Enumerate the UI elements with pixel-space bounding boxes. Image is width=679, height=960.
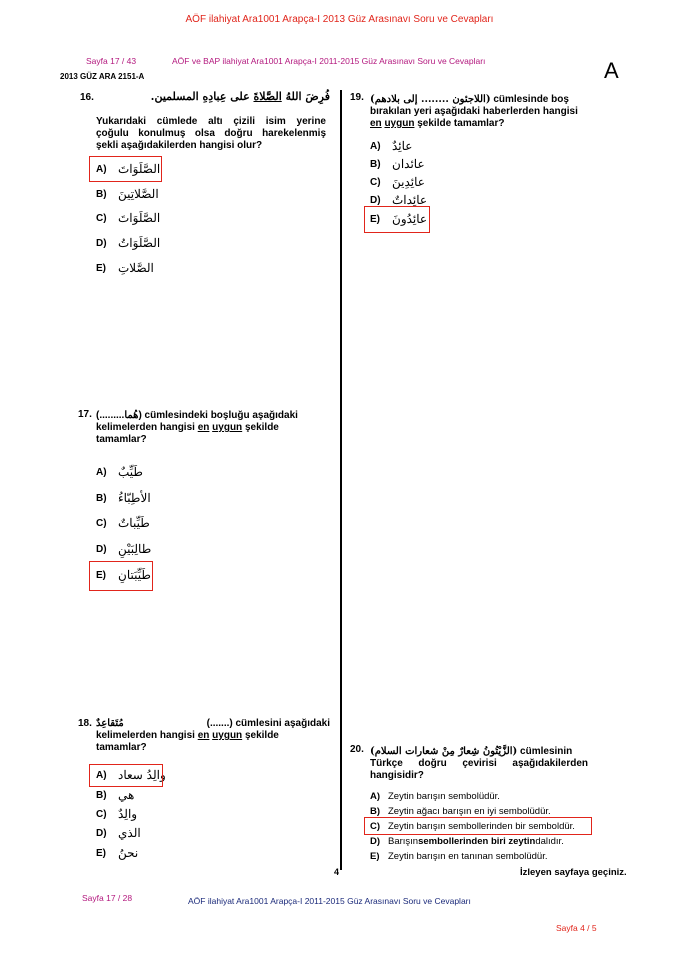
option-d[interactable]: D) عائِداتٌ [370,193,428,207]
option-e[interactable]: E) عائِدُونَ [370,212,428,226]
answer-highlight [364,817,592,835]
question-text: مُتَقاعِدٌ (.......) cümlesini aşağıdaki kelimelerden hangisi en uygun şekilde tamamlar? [96,718,330,753]
question-number: 20. [350,744,364,755]
option-c[interactable]: C) Zeytin barışın sembollerinden bir semboldür. [370,821,575,832]
question-arabic-sentence: فُرِضَ اللهُ الصَّلاةَ على عِبادِهِ المسلمين. [150,90,330,103]
option-a[interactable]: A) طَيِّبٌ [96,465,143,479]
column-divider [340,90,342,870]
page-indicator-top: Sayfa 17 / 43 [86,56,137,66]
option-e[interactable]: E) Zeytin barışın en tanınan sembolüdür. [370,851,548,862]
option-a[interactable]: A) والِدُ سعاد [96,768,166,782]
question-text: (.........هُما) cümlesindeki boşluğu aşağıdaki kelimelerden hangisi en uygun şekilde tamamlar? [96,410,298,445]
page-indicator-final: Sayfa 4 / 5 [556,923,597,933]
option-a[interactable]: A) عائِدٌ [370,139,413,153]
question-number: 17. [78,409,92,420]
option-e[interactable]: E) طَيِّبَتانِ [96,568,151,582]
document-subtitle: AÖF ve BAP ilahiyat Ara1001 Arapça-I 2011-2015 Güz Arasınavı Soru ve Cevapları [172,56,486,66]
option-d[interactable]: D) الذي [96,826,141,840]
exam-code: 2013 GÜZ ARA 2151-A [60,72,145,81]
page-number: 4 [334,867,340,877]
option-a[interactable]: A) الصَّلَوَاتَ [96,162,161,176]
booklet-letter: A [604,58,619,83]
option-b[interactable]: B) Zeytin ağacı barışın en iyi sembolüdür. [370,806,551,817]
option-a[interactable]: A) Zeytin barışın sembolüdür. [370,791,500,802]
question-number: 19. [350,92,364,103]
option-b[interactable]: B) الصَّلاتِينَ [96,187,159,201]
option-c[interactable]: C) الصَّلَوَاتَ [96,211,161,225]
option-d[interactable]: D) طالِبَيْنِ [96,542,152,556]
option-b[interactable]: B) الأطِبّاءُ [96,491,151,505]
answer-highlight [89,764,163,787]
document-title: AÖF ilahiyat Ara1001 Arapça-I 2013 Güz Arasınavı Soru ve Cevapları [185,14,494,25]
question-number: 18. [78,718,92,729]
question-number: 16. [80,92,94,103]
option-b[interactable]: B) عائدان [370,157,425,171]
answer-highlight [89,156,162,182]
answer-highlight [89,561,153,591]
option-c[interactable]: C) والِدٌ [96,807,138,821]
option-d[interactable]: D) الصَّلَوَاتُ [96,236,161,250]
option-e[interactable]: E) الصَّلاتِ [96,261,154,275]
option-c[interactable]: C) عائِدِينَ [370,175,425,189]
option-b[interactable]: B) هي [96,788,135,802]
answer-highlight [364,206,430,233]
footer-title: AÖF ilahiyat Ara1001 Arapça-I 2011-2015 Güz Arasınavı Soru ve Cevapları [188,896,471,906]
question-text: (اللاجئون ........ إلى بلادهم) cümlesinde boş bırakılan yeri aşağıdaki haberlerden hangisi en uygun şekilde tamamlar? [370,94,578,129]
next-page-note: İzleyen sayfaya geçiniz. [520,867,627,878]
option-c[interactable]: C) طَيِّباتٌ [96,516,150,530]
option-e[interactable]: E) نحنُ [96,846,139,860]
option-d[interactable]: D) Barışın sembollerinden biri zeytin dalıdır. [370,836,564,847]
page-indicator-bottom: Sayfa 17 / 28 [82,893,133,903]
question-text: Yukarıdaki cümlede altı çizili isim yerine çoğulu konulmuş olsa doğru harekelenmiş şekli aşağıdakilerden hangisi olur? [96,116,326,151]
question-text: (الزَّيْتُونُ شِعارٌ مِنْ شعارات السلام) cümlesinin Türkçe doğru çevirisi aşağıdakilerden hangisidir? [370,746,588,781]
